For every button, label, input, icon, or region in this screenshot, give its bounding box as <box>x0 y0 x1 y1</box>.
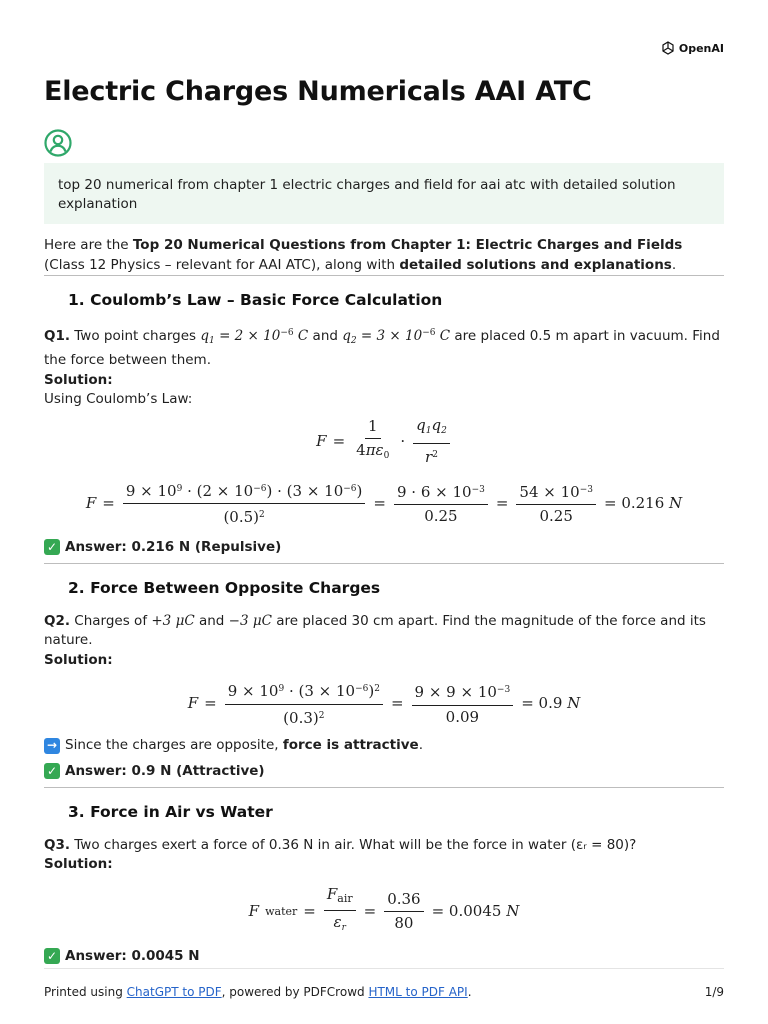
solution-label: Solution: <box>44 371 113 388</box>
using-coulomb-text: Using Coulomb’s Law: <box>44 391 193 407</box>
page-title: Electric Charges Numericals AAI ATC <box>44 76 592 107</box>
intro-paragraph: Here are the Top 20 Numerical Questions from Chapter 1: Electric Charges and Fields (Class 12 Physics – relevant for AAI ATC), along with detailed solutions and explanations. <box>44 237 683 273</box>
intro-bold-title: Top 20 Numerical Questions from Chapter 1: Electric Charges and Fields <box>132 237 683 253</box>
charge-q2: $q_2 = 3 \times 10^{-6}$ C <box>342 327 451 346</box>
openai-logo-icon <box>660 40 676 56</box>
section-heading-1: 1. Coulomb’s Law – Basic Force Calculation <box>68 291 443 309</box>
attractive-note: → Since the charges are opposite, force is attractive. <box>44 736 724 756</box>
answer-1: ✓ Answer: 0.216 N (Repulsive) <box>44 538 724 558</box>
question-2: Q2. Charges of +3 μC and −3 μC are placed 30 cm apart. Find the magnitude of the force and its nature. <box>44 612 706 648</box>
question-3: Q3. Two charges exert a force of 0.36 N in air. What will be the force in water (εᵣ = 80)? <box>44 836 637 853</box>
check-mark-icon: ✓ <box>44 948 60 964</box>
section-heading-3: 3. Force in Air vs Water <box>68 803 273 821</box>
check-mark-icon: ✓ <box>44 539 60 555</box>
html-to-pdf-api-link[interactable]: HTML to PDF API <box>368 985 468 999</box>
footer-divider <box>44 968 724 969</box>
check-mark-icon: ✓ <box>44 763 60 779</box>
equation-q1-solution: F = $\frac{9 \times 10^9 \cdot (2 \times 10^{-6}) \cdot (3 \times 10^{-6})}{(0.5)^2}$ = $\frac{9 \cdot 6 \times 10^{-3}}{0.25}$ = $\frac{54 \times 10^{-3}}{0.25}$ = 0.216 N <box>85 481 683 526</box>
question-1: Q1. Two point charges $q_1 = 2 \times 10^{-6}$ C and $q_2 = 3 \times 10^{-6}$ C are placed 0.5 m apart in vacuum. Find the force between them. <box>44 327 720 368</box>
footer: Printed using ChatGPT to PDF, powered by PDFCrowd HTML to PDF API. 1/9 <box>44 985 724 999</box>
response-body <box>44 236 724 972</box>
divider <box>44 275 724 276</box>
equation-q3-solution: F water = $\frac{F_{air}}{\varepsilon_r}$ = $\frac{0.36}{80}$ = 0.0045 N <box>248 884 520 933</box>
charge-q1: $q_1 = 2 \times 10^{-6}$ C <box>200 327 309 346</box>
answer-3: ✓ Answer: 0.0045 N <box>44 947 724 967</box>
page-number: 1/9 <box>704 985 724 999</box>
answer-2: ✓ Answer: 0.9 N (Attractive) <box>44 762 724 782</box>
divider <box>44 563 724 564</box>
solution-label: Solution: <box>44 856 113 872</box>
brand <box>660 40 724 56</box>
equation-coulomb-law: F = $\frac{1}{4\pi\varepsilon_0}$ · $\frac{q_1q_2}{r^2}$ <box>44 416 724 468</box>
equation-q2-solution: F = $\frac{9 \times 10^9 \cdot (3 \times 10^{-6})^2}{(0.3)^2}$ = $\frac{9 \times 9 \times 10^{-3}}{0.09}$ = 0.9 N <box>187 682 581 727</box>
intro-bold-detail: detailed solutions and explanations <box>399 256 672 273</box>
brand-name: OpenAI <box>678 41 724 55</box>
charge-positive: +3 μC <box>151 612 195 629</box>
divider <box>44 787 724 788</box>
document-page <box>44 0 724 1024</box>
user-avatar-icon <box>44 129 72 157</box>
charge-negative: −3 μC <box>228 612 272 629</box>
user-prompt: top 20 numerical from chapter 1 electric charges and field for aai atc with detailed solution explanation <box>44 163 724 224</box>
chatgpt-to-pdf-link[interactable]: ChatGPT to PDF <box>126 985 222 999</box>
section-heading-2: 2. Force Between Opposite Charges <box>68 579 381 597</box>
right-arrow-icon: → <box>44 738 60 754</box>
solution-label: Solution: <box>44 651 113 668</box>
